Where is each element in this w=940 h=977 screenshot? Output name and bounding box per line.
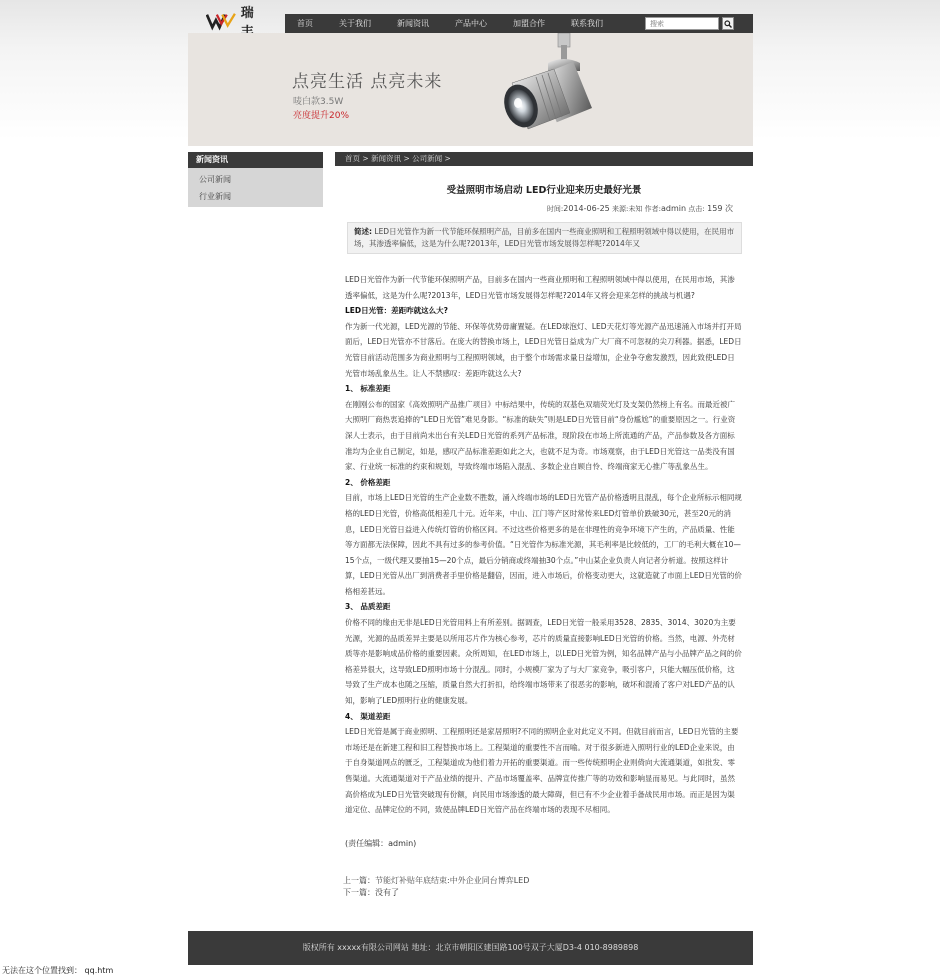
breadcrumb bbox=[335, 152, 753, 166]
article-summary bbox=[347, 222, 742, 254]
main-nav bbox=[285, 14, 753, 33]
nav-item-home[interactable]: 首页 bbox=[297, 19, 313, 28]
footer: 版权所有 xxxxx有限公司网站 地址：北京市朝阳区建国路100号双子大厦D3-4 010-8989898 bbox=[188, 931, 753, 965]
article-paragraph: LED日光管是属于商业照明、工程照明还是家居照明?不同的照明企业对此定义不同。但就目前而言，LED日光管的主要市场还是在新建工程和旧工程替换市场上。工程渠道的重要性不言而喻。对于很多新进入照明行业的LED企业来说，由于自身渠道网点的匮乏，工程渠道成为他们着力开拓的重要渠道。而一些传统照明企业则倚向大流通渠道，如批发、零售渠道。大流通渠道对于产品业绩的提升、产品市场覆盖率、品牌宣传推广等的功效和影响显而易见。与此同时，虽然高价格成为LED日光管突破现有份额，向民用市场渗透的最大障碍，但已有不少企业着手备战民用市场。而正是因为渠道定位、品牌定位的不同，致使品牌LED日光管产品在终端市场的表现不尽相同。 bbox=[345, 727, 739, 815]
article-paragraph: 在刚刚公布的国家《高效照明产品推广项目》中标结果中，传统的双基色双端荧光灯及支架仍然榜上有名。而最近被广大照明厂商热衷追捧的“LED日光管”难见身影。“标准的缺失”则是LED日光管目前“身份尴尬”的重要原因之一。行业资深人士表示，由于目前尚未出台有关LED日光管的系列产品标准，现阶段在市场上所流通的产品，产品参数及各方面标准均为企业自己制定，如是，感叹产品标准差距如此之大，也就不足为奇。市场观察，由于LED日光管这一品类没有国家、行业统一标准的约束和规划，导致终端市场陷入混乱、多数企业自顾自怜、终端商家无心推广等乱象丛生。 bbox=[345, 399, 736, 472]
breadcrumb-news[interactable]: 新闻资讯 bbox=[371, 154, 402, 163]
breadcrumb-sep: > bbox=[401, 154, 413, 163]
summary-label: 简述: bbox=[354, 227, 372, 236]
article-meta bbox=[335, 203, 753, 214]
prev-article-link[interactable]: 节能灯补贴年底结束:中外企业同台博弈LED bbox=[375, 875, 530, 885]
nav-item-products[interactable]: 产品中心 bbox=[455, 19, 487, 28]
logo-text: 瑞 bbox=[240, 6, 255, 21]
sidebar bbox=[188, 152, 323, 207]
breadcrumb-sep: > bbox=[360, 154, 372, 163]
article-content bbox=[335, 152, 753, 899]
summary-text: LED日光管作为新一代节能环保照明产品，目前多在国内一些商业照明和工程照明领域中得以使用，在民用市场，其渗透率偏低，这是为什么呢?2013年，LED日光管市场发展得怎样呢?2014年又 bbox=[354, 227, 735, 248]
article-paragraph: 作为新一代光源，LED光源的节能、环保等优势毋庸置疑。在LED球泡灯、LED天花灯等光源产品迅速涌入市场并打开局面后，LED日光管亦不甘落后。在庞大的替换市场上，LED日光管日益成为广大厂商不可忽视的尖刀利器。据悉，LED日光管目前活动范围多为商业照明与工程照明领域，由于整个市场需求量日益增加，企业争夺愈发激烈，因此致使LED日光管市场乱象丛生。让人不禁感叹：差距咋就这么大? bbox=[345, 321, 742, 378]
sidebar-item-company-news[interactable]: 公司新闻 bbox=[199, 175, 231, 184]
meta-time-label: 时间: bbox=[546, 205, 564, 213]
sidebar-list bbox=[188, 168, 323, 207]
meta-author-label: 作者: bbox=[642, 205, 661, 213]
breadcrumb-tail: > bbox=[442, 154, 451, 163]
meta-clicks-label: 点击: bbox=[686, 205, 705, 213]
meta-clicks: 159 bbox=[704, 204, 725, 213]
nav-item-news[interactable]: 新闻资讯 bbox=[397, 19, 429, 28]
article-pager bbox=[343, 875, 743, 899]
article-paragraph: LED日光管作为新一代节能环保照明产品，目前多在国内一些商业照明和工程照明领域中得以使用，在民用市场，其渗透率偏低，这是为什么呢?2013年，LED日光管市场发展得怎样呢?2014年又将会迎来怎样的挑战与机遇? bbox=[345, 275, 735, 300]
article-heading: 4、 渠道差距 bbox=[345, 711, 391, 721]
article-heading: 2、 价格差距 bbox=[345, 477, 391, 487]
article-paragraph: 目前，市场上LED日光管的生产企业数不胜数，涌入终端市场的LED日光管产品价格透明且混乱，每个企业所标示相同规格的LED日光管，价格高低相差几十元。近年来，中山、江门等产区时常传来LED灯管单价跌破30元，甚至20元的消息，LED日光管日益进入传统灯管的价格区间。不过这些价格更多的是在非理性的竞争环境下产生的，产品质量、性能等方面都无法保障，因此不具有过多的参考价值。“日光管作为标准光源，其毛利率是比较低的，工厂的毛利大概在10—15个点，一级代理又要抽15—20个点，最后分销商或终端抽30个点。”中山某企业负责人向记者分析道。按照这样计算，LED日光管从出厂到消费者手里价格是翻倍，因而，进入市场后，价格变动更大，这就造就了市面上LED日光管的价格相差甚远。 bbox=[345, 493, 742, 596]
sidebar-title: 新闻资讯 bbox=[188, 152, 323, 168]
hero-banner[interactable] bbox=[188, 33, 753, 146]
article-heading: 3、 品质差距 bbox=[345, 602, 391, 612]
nav-item-about[interactable]: 关于我们 bbox=[339, 19, 371, 28]
header bbox=[188, 0, 753, 33]
prev-label: 上一篇： bbox=[343, 875, 375, 885]
article-body bbox=[345, 272, 742, 818]
meta-source: 未知 bbox=[628, 205, 643, 213]
banner-title: 点亮生活 点亮未来 bbox=[292, 72, 443, 92]
meta-source-label: 来源: bbox=[609, 205, 629, 213]
meta-time: 2014-06-25 bbox=[563, 204, 610, 213]
prev-article bbox=[343, 875, 743, 887]
next-article bbox=[343, 887, 743, 899]
banner-highlight: 亮度提升20% bbox=[293, 111, 350, 121]
article-title: 受益照明市场启动 LED行业迎来历史最好光景 bbox=[446, 185, 642, 196]
search-icon bbox=[724, 20, 732, 28]
status-bar-text: 无法在这个位置找到： qq.htm bbox=[2, 966, 114, 975]
search-button[interactable] bbox=[722, 17, 734, 30]
search-input[interactable] bbox=[645, 17, 719, 30]
meta-clicks-unit: 次 bbox=[725, 204, 733, 213]
next-article-text: 没有了 bbox=[375, 887, 399, 897]
breadcrumb-company-news[interactable]: 公司新闻 bbox=[412, 154, 443, 163]
article-editor: (责任编辑：admin) bbox=[345, 838, 417, 848]
sidebar-item-industry-news[interactable]: 行业新闻 bbox=[199, 192, 231, 201]
meta-author: admin bbox=[660, 204, 687, 213]
nav-item-franchise[interactable]: 加盟合作 bbox=[513, 19, 545, 28]
next-label: 下一篇： bbox=[343, 887, 375, 897]
banner-subtitle: 唛白款3.5W bbox=[293, 97, 344, 107]
breadcrumb-home[interactable]: 首页 bbox=[345, 154, 360, 163]
page-wrapper bbox=[188, 0, 753, 121]
article-paragraph: 价格不同的缘由无非是LED日光管用料上有所差别。据调查，LED日光管一般采用3528、2835、3014、3020为主要光源，光源的品质差异主要是以所用芯片作为核心参考，芯片的质量直接影响LED日光管的价格。当然，电源、外壳材质等亦是影响成品价格的重要因素。众所周知，在LED市场上，以LED日光管为例，知名品牌产品与小品牌产品之间的价格差异很大，这导致LED照明市场十分混乱。同时，小规模厂家为了与大厂家竞争，吸引客户，只能大幅压低价格，这导致了生产成本也随之压缩，质量自然大打折扣，给终端市场带来了很恶劣的影响，破坏和混淆了客户对LED产品的认知，影响了LED照明行业的健康发展。 bbox=[345, 618, 742, 706]
spotlight-lamp-image bbox=[488, 33, 608, 146]
article-heading: 1、 标准差距 bbox=[345, 384, 391, 394]
nav-item-contact[interactable]: 联系我们 bbox=[571, 19, 603, 28]
article-heading: LED日光管：差距咋就这么大? bbox=[345, 306, 448, 316]
logo[interactable] bbox=[206, 6, 266, 32]
logo-w-icon bbox=[206, 11, 237, 31]
